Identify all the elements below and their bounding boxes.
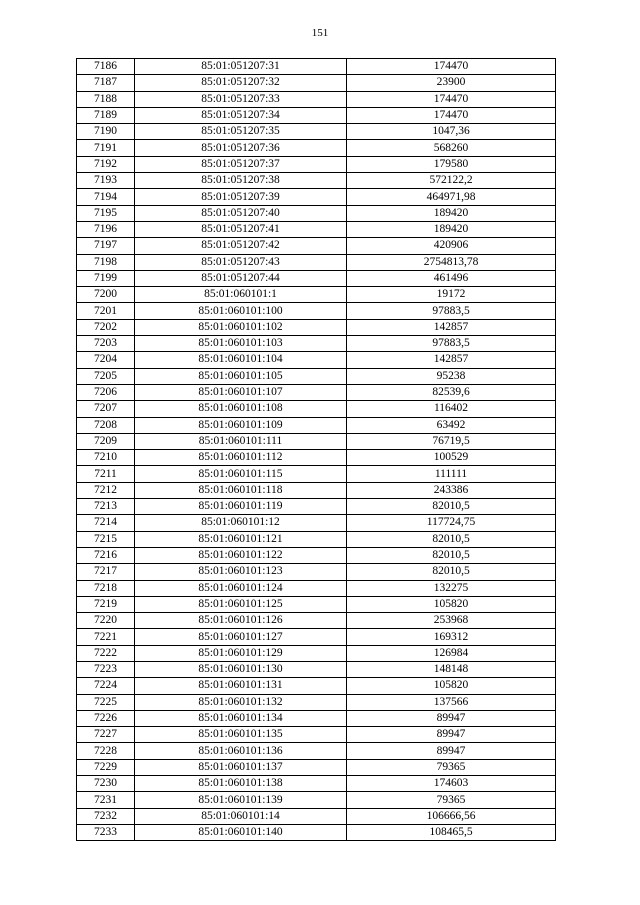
cadastral-number-cell: 85:01:051207:37 (135, 156, 347, 172)
table-row (77, 75, 556, 91)
value-cell: 174470 (347, 59, 556, 75)
table-row (77, 564, 556, 580)
value-cell: 82539,6 (347, 384, 556, 400)
row-number-cell: 7211 (77, 466, 135, 482)
row-number-cell: 7217 (77, 564, 135, 580)
table-row (77, 743, 556, 759)
row-number-cell: 7210 (77, 450, 135, 466)
cadastral-number-cell: 85:01:060101:108 (135, 401, 347, 417)
row-number-cell: 7198 (77, 254, 135, 270)
row-number-cell: 7203 (77, 336, 135, 352)
cadastral-number-cell: 85:01:060101:118 (135, 482, 347, 498)
row-number-cell: 7231 (77, 792, 135, 808)
cadastral-number-cell: 85:01:060101:126 (135, 613, 347, 629)
table-row (77, 515, 556, 531)
row-number-cell: 7232 (77, 808, 135, 824)
table-row (77, 91, 556, 107)
table-row (77, 303, 556, 319)
cadastral-number-cell: 85:01:060101:100 (135, 303, 347, 319)
row-number-cell: 7194 (77, 189, 135, 205)
cadastral-number-cell: 85:01:060101:139 (135, 792, 347, 808)
value-cell: 142857 (347, 319, 556, 335)
cadastral-number-cell: 85:01:060101:105 (135, 368, 347, 384)
cadastral-number-cell: 85:01:060101:103 (135, 336, 347, 352)
value-cell: 82010,5 (347, 499, 556, 515)
table-row (77, 238, 556, 254)
row-number-cell: 7201 (77, 303, 135, 319)
value-cell: 189420 (347, 205, 556, 221)
table-row (77, 792, 556, 808)
table-row (77, 270, 556, 286)
table-row (77, 59, 556, 75)
row-number-cell: 7190 (77, 124, 135, 140)
cadastral-number-cell: 85:01:060101:135 (135, 727, 347, 743)
row-number-cell: 7218 (77, 580, 135, 596)
value-cell: 174470 (347, 91, 556, 107)
row-number-cell: 7207 (77, 401, 135, 417)
row-number-cell: 7204 (77, 352, 135, 368)
table-row (77, 694, 556, 710)
table-row (77, 107, 556, 123)
row-number-cell: 7189 (77, 107, 135, 123)
cadastral-number-cell: 85:01:051207:43 (135, 254, 347, 270)
value-cell: 2754813,78 (347, 254, 556, 270)
row-number-cell: 7222 (77, 645, 135, 661)
value-cell: 23900 (347, 75, 556, 91)
table-row (77, 124, 556, 140)
row-number-cell: 7216 (77, 547, 135, 563)
table-row (77, 384, 556, 400)
table-row (77, 661, 556, 677)
row-number-cell: 7230 (77, 776, 135, 792)
row-number-cell: 7229 (77, 759, 135, 775)
value-cell: 89947 (347, 743, 556, 759)
table-row (77, 221, 556, 237)
row-number-cell: 7186 (77, 59, 135, 75)
table-row (77, 189, 556, 205)
table-row (77, 710, 556, 726)
table-row (77, 336, 556, 352)
cadastral-number-cell: 85:01:060101:112 (135, 450, 347, 466)
row-number-cell: 7209 (77, 433, 135, 449)
row-number-cell: 7228 (77, 743, 135, 759)
table-row (77, 629, 556, 645)
cadastral-number-cell: 85:01:060101:111 (135, 433, 347, 449)
row-number-cell: 7227 (77, 727, 135, 743)
table-row (77, 205, 556, 221)
value-cell: 142857 (347, 352, 556, 368)
cadastral-number-cell: 85:01:060101:125 (135, 596, 347, 612)
cadastral-number-cell: 85:01:060101:130 (135, 661, 347, 677)
cadastral-number-cell: 85:01:051207:39 (135, 189, 347, 205)
row-number-cell: 7200 (77, 287, 135, 303)
cadastral-number-cell: 85:01:060101:14 (135, 808, 347, 824)
value-cell: 117724,75 (347, 515, 556, 531)
table-row (77, 776, 556, 792)
row-number-cell: 7219 (77, 596, 135, 612)
cadastral-number-cell: 85:01:051207:40 (135, 205, 347, 221)
value-cell: 106666,56 (347, 808, 556, 824)
value-cell: 420906 (347, 238, 556, 254)
row-number-cell: 7195 (77, 205, 135, 221)
cadastral-number-cell: 85:01:051207:41 (135, 221, 347, 237)
cadastral-number-cell: 85:01:060101:134 (135, 710, 347, 726)
row-number-cell: 7233 (77, 824, 135, 840)
row-number-cell: 7220 (77, 613, 135, 629)
cadastral-number-cell: 85:01:060101:137 (135, 759, 347, 775)
row-number-cell: 7213 (77, 499, 135, 515)
cadastral-number-cell: 85:01:060101:104 (135, 352, 347, 368)
table-row (77, 547, 556, 563)
cadastral-number-cell: 85:01:051207:31 (135, 59, 347, 75)
value-cell: 174470 (347, 107, 556, 123)
value-cell: 97883,5 (347, 336, 556, 352)
cadastral-number-cell: 85:01:051207:32 (135, 75, 347, 91)
cadastral-number-cell: 85:01:051207:35 (135, 124, 347, 140)
table-row (77, 580, 556, 596)
row-number-cell: 7199 (77, 270, 135, 286)
row-number-cell: 7202 (77, 319, 135, 335)
value-cell: 105820 (347, 678, 556, 694)
value-cell: 148148 (347, 661, 556, 677)
cadastral-number-cell: 85:01:060101:129 (135, 645, 347, 661)
cadastral-number-cell: 85:01:060101:102 (135, 319, 347, 335)
table-row (77, 727, 556, 743)
table-row (77, 645, 556, 661)
value-cell: 19172 (347, 287, 556, 303)
value-cell: 76719,5 (347, 433, 556, 449)
value-cell: 89947 (347, 727, 556, 743)
table-row (77, 499, 556, 515)
value-cell: 568260 (347, 140, 556, 156)
table-row (77, 824, 556, 840)
row-number-cell: 7193 (77, 173, 135, 189)
value-cell: 79365 (347, 759, 556, 775)
table-row (77, 173, 556, 189)
table-row (77, 466, 556, 482)
cadastral-number-cell: 85:01:051207:34 (135, 107, 347, 123)
row-number-cell: 7206 (77, 384, 135, 400)
value-cell: 63492 (347, 417, 556, 433)
cadastral-number-cell: 85:01:060101:122 (135, 547, 347, 563)
cadastral-number-cell: 85:01:060101:140 (135, 824, 347, 840)
row-number-cell: 7226 (77, 710, 135, 726)
value-cell: 132275 (347, 580, 556, 596)
cadastral-number-cell: 85:01:051207:36 (135, 140, 347, 156)
table-row (77, 759, 556, 775)
cadastral-number-cell: 85:01:051207:44 (135, 270, 347, 286)
table-row (77, 678, 556, 694)
table-row (77, 401, 556, 417)
row-number-cell: 7205 (77, 368, 135, 384)
value-cell: 105820 (347, 596, 556, 612)
row-number-cell: 7187 (77, 75, 135, 91)
cadastral-number-cell: 85:01:060101:138 (135, 776, 347, 792)
cadastral-number-cell: 85:01:051207:33 (135, 91, 347, 107)
table-row (77, 596, 556, 612)
value-cell: 169312 (347, 629, 556, 645)
row-number-cell: 7208 (77, 417, 135, 433)
row-number-cell: 7225 (77, 694, 135, 710)
value-cell: 189420 (347, 221, 556, 237)
table-row (77, 417, 556, 433)
value-cell: 79365 (347, 792, 556, 808)
value-cell: 89947 (347, 710, 556, 726)
cadastral-number-cell: 85:01:060101:127 (135, 629, 347, 645)
value-cell: 174603 (347, 776, 556, 792)
row-number-cell: 7214 (77, 515, 135, 531)
value-cell: 572122,2 (347, 173, 556, 189)
table-row (77, 254, 556, 270)
cadastral-value-table (76, 58, 556, 841)
cadastral-number-cell: 85:01:060101:1 (135, 287, 347, 303)
cadastral-number-cell: 85:01:051207:38 (135, 173, 347, 189)
table-row (77, 808, 556, 824)
row-number-cell: 7224 (77, 678, 135, 694)
value-cell: 100529 (347, 450, 556, 466)
cadastral-number-cell: 85:01:060101:119 (135, 499, 347, 515)
page-number: 151 (311, 27, 329, 39)
value-cell: 243386 (347, 482, 556, 498)
row-number-cell: 7215 (77, 531, 135, 547)
cadastral-number-cell: 85:01:060101:115 (135, 466, 347, 482)
table-row (77, 156, 556, 172)
cadastral-number-cell: 85:01:051207:42 (135, 238, 347, 254)
row-number-cell: 7197 (77, 238, 135, 254)
table-row (77, 368, 556, 384)
table-row (77, 352, 556, 368)
row-number-cell: 7192 (77, 156, 135, 172)
cadastral-number-cell: 85:01:060101:124 (135, 580, 347, 596)
value-cell: 82010,5 (347, 531, 556, 547)
value-cell: 461496 (347, 270, 556, 286)
value-cell: 108465,5 (347, 824, 556, 840)
row-number-cell: 7191 (77, 140, 135, 156)
row-number-cell: 7196 (77, 221, 135, 237)
row-number-cell: 7223 (77, 661, 135, 677)
table-row (77, 482, 556, 498)
value-cell: 82010,5 (347, 564, 556, 580)
value-cell: 116402 (347, 401, 556, 417)
table-row (77, 319, 556, 335)
value-cell: 97883,5 (347, 303, 556, 319)
cadastral-number-cell: 85:01:060101:123 (135, 564, 347, 580)
value-cell: 126984 (347, 645, 556, 661)
table-row (77, 433, 556, 449)
value-cell: 137566 (347, 694, 556, 710)
value-cell: 253968 (347, 613, 556, 629)
value-cell: 95238 (347, 368, 556, 384)
table-row (77, 140, 556, 156)
value-cell: 464971,98 (347, 189, 556, 205)
value-cell: 1047,36 (347, 124, 556, 140)
value-cell: 82010,5 (347, 547, 556, 563)
value-cell: 179580 (347, 156, 556, 172)
cadastral-number-cell: 85:01:060101:132 (135, 694, 347, 710)
table-row (77, 450, 556, 466)
table-row (77, 531, 556, 547)
cadastral-number-cell: 85:01:060101:107 (135, 384, 347, 400)
cadastral-number-cell: 85:01:060101:109 (135, 417, 347, 433)
value-cell: 111111 (347, 466, 556, 482)
table-row (77, 287, 556, 303)
row-number-cell: 7188 (77, 91, 135, 107)
cadastral-number-cell: 85:01:060101:131 (135, 678, 347, 694)
cadastral-number-cell: 85:01:060101:136 (135, 743, 347, 759)
cadastral-number-cell: 85:01:060101:121 (135, 531, 347, 547)
table-row (77, 613, 556, 629)
row-number-cell: 7221 (77, 629, 135, 645)
row-number-cell: 7212 (77, 482, 135, 498)
cadastral-number-cell: 85:01:060101:12 (135, 515, 347, 531)
table-body (77, 59, 556, 841)
